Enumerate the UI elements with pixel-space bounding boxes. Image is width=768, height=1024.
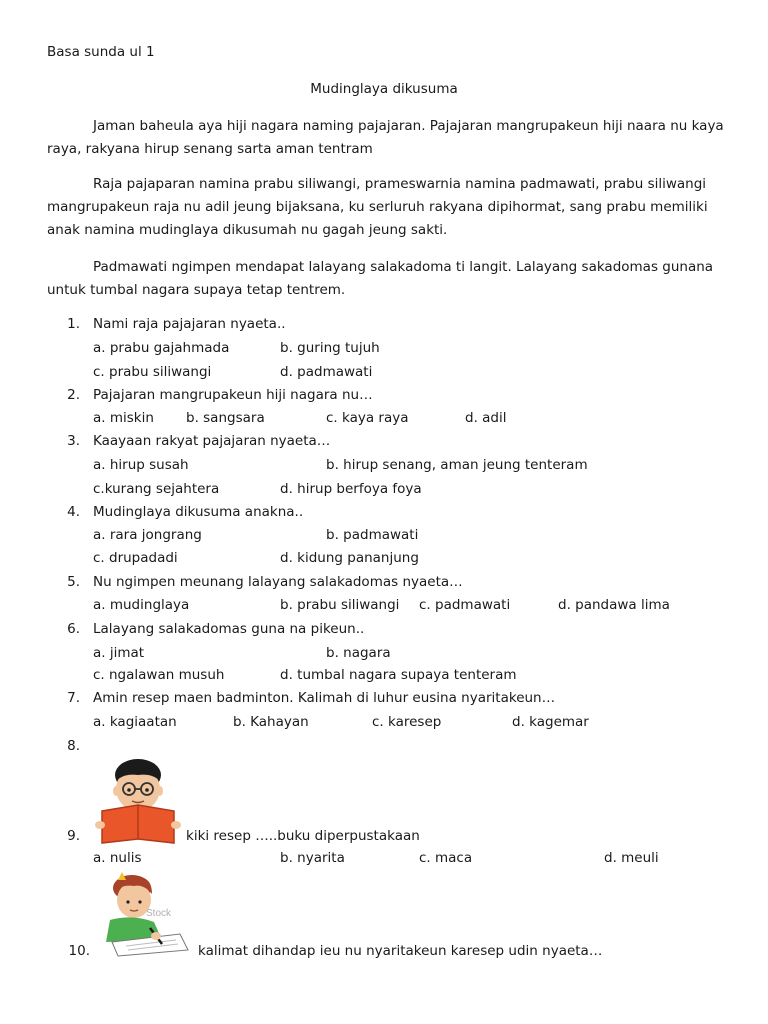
question-number: 2. — [67, 387, 80, 403]
boy-reading-book-image — [92, 755, 184, 847]
option: a. mudinglaya — [93, 597, 190, 613]
question-text: Nu ngimpen meunang lalayang salakadomas nyaeta… — [93, 574, 463, 590]
class-label: Basa sunda ul 1 — [47, 44, 155, 60]
option: c. prabu siliwangi — [93, 364, 212, 380]
option: b. hirup senang, aman jeung tenteram — [326, 457, 588, 473]
option: b. padmawati — [326, 527, 419, 543]
option: a. miskin — [93, 410, 154, 426]
question-number: 10. — [68, 943, 90, 959]
question-text: kalimat dihandap ieu nu nyaritakeun karesep udin nyaeta… — [198, 943, 603, 959]
question-text: Mudinglaya dikusuma anakna.. — [93, 504, 304, 520]
option: c.kurang sejahtera — [93, 481, 220, 497]
question-text: Amin resep maen badminton. Kalimah di luhur eusina nyaritakeun… — [93, 690, 556, 706]
option: d. tumbal nagara supaya tenteram — [280, 667, 517, 683]
question-number: 8. — [67, 738, 80, 754]
option: a. hirup susah — [93, 457, 189, 473]
boy-writing-image — [92, 870, 192, 960]
option: c. maca — [419, 850, 473, 866]
option: a. nulis — [93, 850, 142, 866]
option: c. karesep — [372, 714, 442, 730]
option: a. rara jongrang — [93, 527, 202, 543]
option: d. padmawati — [280, 364, 373, 380]
question-number: 7. — [67, 690, 80, 706]
option: d. kidung pananjung — [280, 550, 419, 566]
question-text: kiki resep …..buku diperpustakaan — [186, 828, 420, 844]
option: d. hirup berfoya foya — [280, 481, 422, 497]
paragraph-1: Jaman baheula aya hiji nagara naming pajajaran. Pajajaran mangrupakeun hiji naara nu kaya raya, rakyana hirup senang sarta aman tentram — [47, 118, 724, 157]
paragraph-2: Raja pajaparan namina prabu siliwangi, prameswarnia namina padmawati, prabu siliwangi mangrupakeun raja nu adil jeung bijaksana, ku serluruh rakyana dipihormat, sang prabu memiliki anak namina mudinglaya dikusumah nu gagah jeung sakti. — [47, 176, 708, 238]
option: b. nagara — [326, 645, 391, 661]
question-number: 9. — [67, 828, 80, 844]
question-number: 4. — [67, 504, 80, 520]
question-text: Nami raja pajajaran nyaeta.. — [93, 316, 286, 332]
option: d. meuli — [604, 850, 659, 866]
option: b. prabu siliwangi — [280, 597, 400, 613]
option: a. prabu gajahmada — [93, 340, 230, 356]
question-text: Pajajaran mangrupakeun hiji nagara nu… — [93, 387, 373, 403]
option: d. pandawa lima — [558, 597, 670, 613]
option: b. sangsara — [186, 410, 265, 426]
option: c. drupadadi — [93, 550, 178, 566]
question-text: Lalayang salakadomas guna na pikeun.. — [93, 621, 365, 637]
option: c. kaya raya — [326, 410, 409, 426]
option: d. adil — [465, 410, 507, 426]
watermark: Stock — [146, 908, 172, 919]
question-number: 3. — [67, 433, 80, 449]
question-number: 6. — [67, 621, 80, 637]
option: b. Kahayan — [233, 714, 309, 730]
question-number: 1. — [67, 316, 80, 332]
option: b. nyarita — [280, 850, 345, 866]
paragraph-3: Padmawati ngimpen mendapat lalayang salakadoma ti langit. Lalayang sakadomas gunana untuk tumbal nagara supaya tetap tentrem. — [47, 259, 714, 298]
option: c. ngalawan musuh — [93, 667, 225, 683]
question-number: 5. — [67, 574, 80, 590]
story-title: Mudinglaya dikusuma — [310, 81, 458, 97]
question-text: Kaayaan rakyat pajajaran nyaeta… — [93, 433, 331, 449]
option: a. jimat — [93, 645, 145, 661]
option: b. guring tujuh — [280, 340, 380, 356]
option: d. kagemar — [512, 714, 589, 730]
option: a. kagiaatan — [93, 714, 177, 730]
option: c. padmawati — [419, 597, 511, 613]
